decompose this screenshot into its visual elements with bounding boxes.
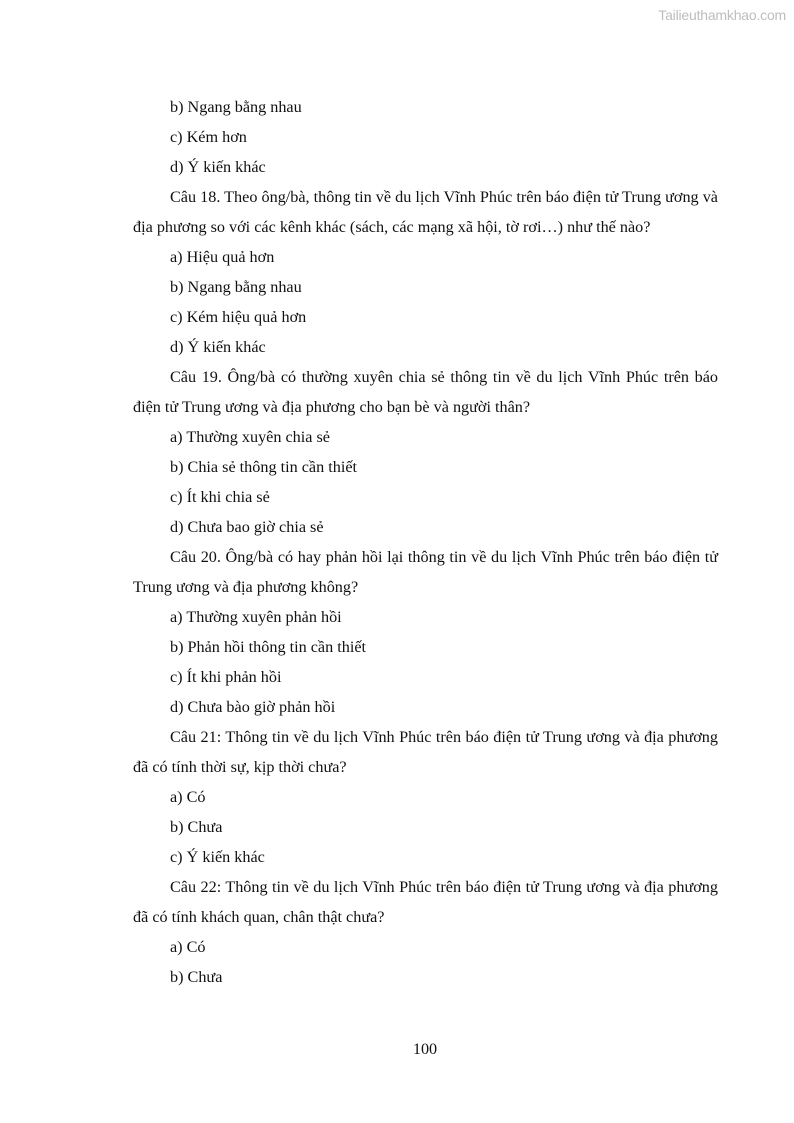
- option-18b: b) Ngang bằng nhau: [170, 278, 302, 296]
- option-19a: a) Thường xuyên chia sẻ: [170, 428, 330, 446]
- option-22b: b) Chưa: [170, 968, 223, 986]
- option-18a: a) Hiệu quả hơn: [170, 248, 275, 266]
- option-19b: b) Chia sẻ thông tin cần thiết: [170, 458, 358, 476]
- option-18c: c) Kém hiệu quả hơn: [170, 308, 307, 326]
- option-20c: c) Ít khi phản hồi: [170, 668, 282, 686]
- option-22a: a) Có: [170, 938, 206, 956]
- option-21b: b) Chưa: [170, 818, 223, 836]
- option-20d: d) Chưa bào giờ phản hồi: [170, 698, 336, 716]
- option-17b: b) Ngang bằng nhau: [170, 98, 302, 116]
- question-18: Câu 18. Theo ông/bà, thông tin về du lịch Vĩnh Phúc trên báo điện tử Trung ương và địa phương so với các kênh khác (sách, các mạng xã hội, tờ rơi…) như thế nào?: [133, 188, 718, 236]
- option-19c: c) Ít khi chia sẻ: [170, 488, 270, 506]
- page-number: 100: [412, 1040, 438, 1058]
- question-21: Câu 21: Thông tin về du lịch Vĩnh Phúc trên báo điện tử Trung ương và địa phương đã có tính thời sự, kịp thời chưa?: [133, 728, 718, 776]
- watermark: Tailieuthamkhao.com: [658, 7, 786, 23]
- option-17d: d) Ý kiến khác: [170, 158, 266, 176]
- option-21a: a) Có: [170, 788, 206, 806]
- option-18d: d) Ý kiến khác: [170, 338, 266, 356]
- document-body: [133, 92, 718, 992]
- option-17c: c) Kém hơn: [170, 128, 247, 146]
- option-21c: c) Ý kiến khác: [170, 848, 265, 866]
- question-20: Câu 20. Ông/bà có hay phản hồi lại thông tin về du lịch Vĩnh Phúc trên báo điện tử Trung ương và địa phương không?: [133, 548, 718, 596]
- question-22: Câu 22: Thông tin về du lịch Vĩnh Phúc trên báo điện tử Trung ương và địa phương đã có tính khách quan, chân thật chưa?: [133, 878, 718, 926]
- option-19d: d) Chưa bao giờ chia sẻ: [170, 518, 324, 536]
- option-20b: b) Phản hồi thông tin cần thiết: [170, 638, 367, 656]
- option-20a: a) Thường xuyên phản hồi: [170, 608, 342, 626]
- question-19: Câu 19. Ông/bà có thường xuyên chia sẻ thông tin về du lịch Vĩnh Phúc trên báo điện tử Trung ương và địa phương cho bạn bè và người thân?: [133, 368, 718, 416]
